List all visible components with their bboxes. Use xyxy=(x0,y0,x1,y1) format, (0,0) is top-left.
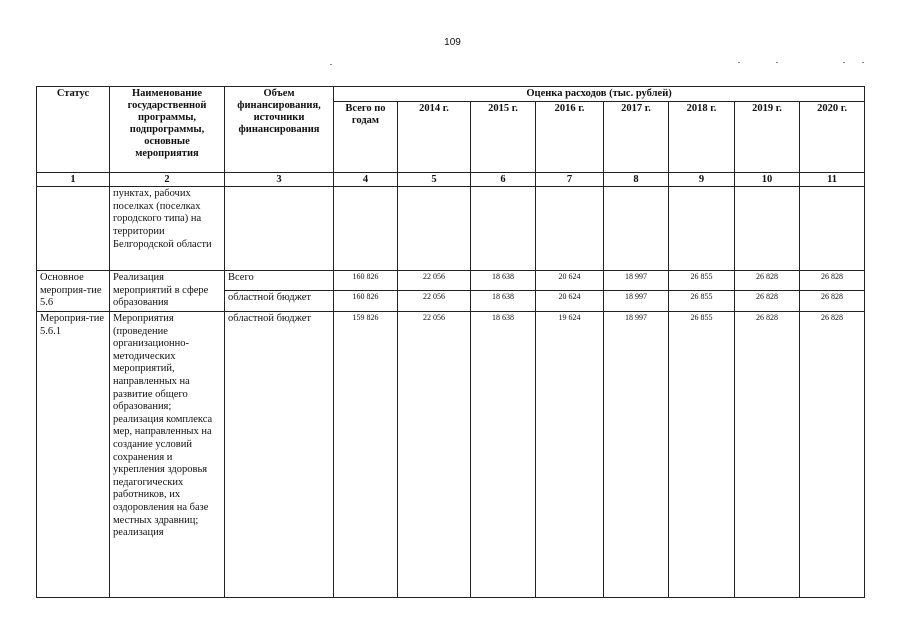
value-cell: 26 855 xyxy=(669,290,735,311)
status-cell: Мероприя-тие 5.6.1 xyxy=(37,312,110,598)
value-cell xyxy=(398,187,471,271)
value-cell xyxy=(735,187,800,271)
name-cell: Мероприятия (проведение организационно-методических мероприятий, направленных на развитие общего образования; реализация комплекса мер, направленных на создание условий сохранения и укрепления здоровья педагогических работников, их оздоровления на базе местных здравниц; реализация xyxy=(110,312,225,598)
source-cell: Всего xyxy=(225,271,334,291)
header-year: Всего по годам xyxy=(334,102,398,173)
value-cell xyxy=(334,187,398,271)
column-number: 3 xyxy=(225,173,334,187)
scan-speck xyxy=(776,62,778,63)
name-cell: пунктах, рабочих поселках (поселках городского типа) на территории Белгородской области xyxy=(110,187,225,271)
status-cell: Основное мероприя-тие 5.6 xyxy=(37,271,110,312)
page-number: 109 xyxy=(444,37,461,48)
value-cell: 26 828 xyxy=(800,271,865,291)
header-row-top xyxy=(37,87,865,102)
column-number: 2 xyxy=(110,173,225,187)
column-number: 4 xyxy=(334,173,398,187)
value-cell: 26 828 xyxy=(800,312,865,598)
value-cell: 22 056 xyxy=(398,312,471,598)
header-year: 2014 г. xyxy=(398,102,471,173)
value-cell: 18 638 xyxy=(471,312,536,598)
header-volume: Объем финансирования, источники финансирования xyxy=(225,87,334,173)
value-cell xyxy=(669,187,735,271)
value-cell: 26 855 xyxy=(669,312,735,598)
column-number-row xyxy=(37,173,865,187)
source-cell: областной бюджет xyxy=(225,312,334,598)
value-cell: 19 624 xyxy=(536,312,604,598)
value-cell: 20 624 xyxy=(536,290,604,311)
header-year: 2020 г. xyxy=(800,102,865,173)
value-cell: 22 056 xyxy=(398,290,471,311)
value-cell: 18 638 xyxy=(471,290,536,311)
value-cell: 160 826 xyxy=(334,290,398,311)
value-cell xyxy=(800,187,865,271)
header-name: Наименование государственной программы, подпрограммы, основные мероприятия xyxy=(110,87,225,173)
scan-speck xyxy=(330,64,332,65)
header-year: 2018 г. xyxy=(669,102,735,173)
value-cell: 18 997 xyxy=(604,290,669,311)
column-number: 8 xyxy=(604,173,669,187)
scan-speck xyxy=(862,62,864,63)
value-cell: 26 828 xyxy=(735,312,800,598)
scan-speck xyxy=(843,62,845,63)
column-number: 1 xyxy=(37,173,110,187)
header-year: 2019 г. xyxy=(735,102,800,173)
value-cell: 26 828 xyxy=(735,271,800,291)
column-number: 11 xyxy=(800,173,865,187)
value-cell xyxy=(471,187,536,271)
name-cell: Реализация мероприятий в сфере образования xyxy=(110,271,225,312)
value-cell xyxy=(536,187,604,271)
value-cell: 26 855 xyxy=(669,271,735,291)
value-cell xyxy=(604,187,669,271)
value-cell: 26 828 xyxy=(735,290,800,311)
column-number: 6 xyxy=(471,173,536,187)
header-estimate: Оценка расходов (тыс. рублей) xyxy=(334,87,865,102)
column-number: 10 xyxy=(735,173,800,187)
header-year: 2015 г. xyxy=(471,102,536,173)
value-cell: 159 826 xyxy=(334,312,398,598)
column-number: 7 xyxy=(536,173,604,187)
header-status: Статус xyxy=(37,87,110,173)
table-row-5-6-total xyxy=(37,271,865,291)
table-row-5-6-1 xyxy=(37,312,865,598)
value-cell: 160 826 xyxy=(334,271,398,291)
column-number: 5 xyxy=(398,173,471,187)
status-cell xyxy=(37,187,110,271)
value-cell: 18 638 xyxy=(471,271,536,291)
value-cell: 26 828 xyxy=(800,290,865,311)
scan-speck xyxy=(738,62,740,63)
value-cell: 18 997 xyxy=(604,271,669,291)
value-cell: 22 056 xyxy=(398,271,471,291)
table-row-continuation xyxy=(37,187,865,271)
value-cell: 18 997 xyxy=(604,312,669,598)
budget-table xyxy=(36,86,865,598)
header-year: 2016 г. xyxy=(536,102,604,173)
column-number: 9 xyxy=(669,173,735,187)
value-cell: 20 624 xyxy=(536,271,604,291)
source-cell xyxy=(225,187,334,271)
source-cell: областной бюджет xyxy=(225,290,334,311)
header-year: 2017 г. xyxy=(604,102,669,173)
